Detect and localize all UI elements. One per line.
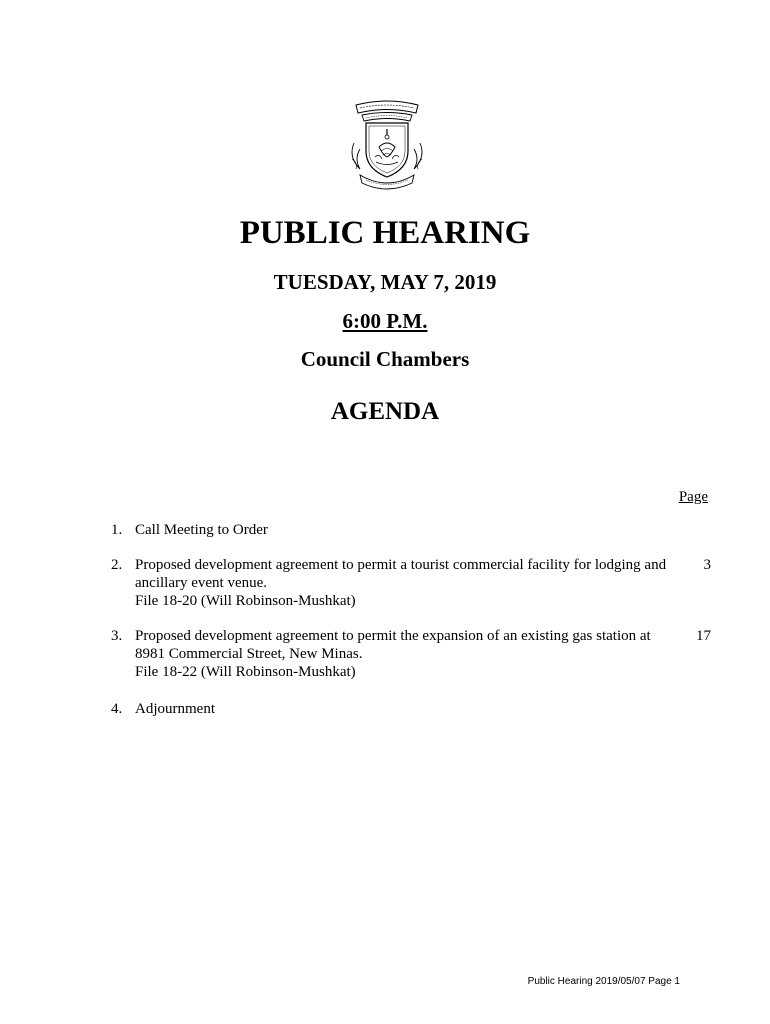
agenda-item-text (135, 700, 675, 718)
agenda-item-text (135, 627, 675, 681)
agenda-item-number: 3. (111, 628, 123, 644)
meeting-time: 6:00 P.M. (342, 309, 428, 333)
agenda-item-line: ancillary event venue. (135, 575, 268, 591)
agenda-item-line: 8981 Commercial Street, New Minas. (135, 646, 363, 662)
agenda-item-line: Proposed development agreement to permit the expansion of an existing gas station at (135, 628, 651, 644)
agenda-item-page: 3 (703, 557, 711, 573)
agenda-item-number: 4. (111, 701, 123, 717)
agenda-item-file: File 18-22 (Will Robinson-Mushkat) (135, 664, 356, 680)
agenda-item-line: Call Meeting to Order (135, 522, 268, 538)
page-column-label: Page (678, 489, 708, 505)
agenda-item-file: File 18-20 (Will Robinson-Mushkat) (135, 593, 356, 609)
agenda-item-page: 17 (696, 628, 711, 644)
agenda-heading: AGENDA (330, 398, 440, 425)
agenda-item-text (135, 521, 675, 539)
meeting-date: TUESDAY, MAY 7, 2019 (273, 270, 497, 294)
agenda-item-text (135, 556, 675, 610)
agenda-item-line: Proposed development agreement to permit a tourist commercial facility for lodging and (135, 557, 667, 573)
page-title: PUBLIC HEARING (239, 215, 531, 251)
agenda-item-line: Adjournment (135, 701, 215, 717)
page-footer: Public Hearing 2019/05/07 Page 1 (527, 976, 680, 987)
municipal-seal-icon (346, 99, 428, 191)
meeting-venue: Council Chambers (300, 347, 470, 371)
agenda-item-number: 1. (111, 522, 123, 538)
agenda-item-number: 2. (111, 557, 123, 573)
